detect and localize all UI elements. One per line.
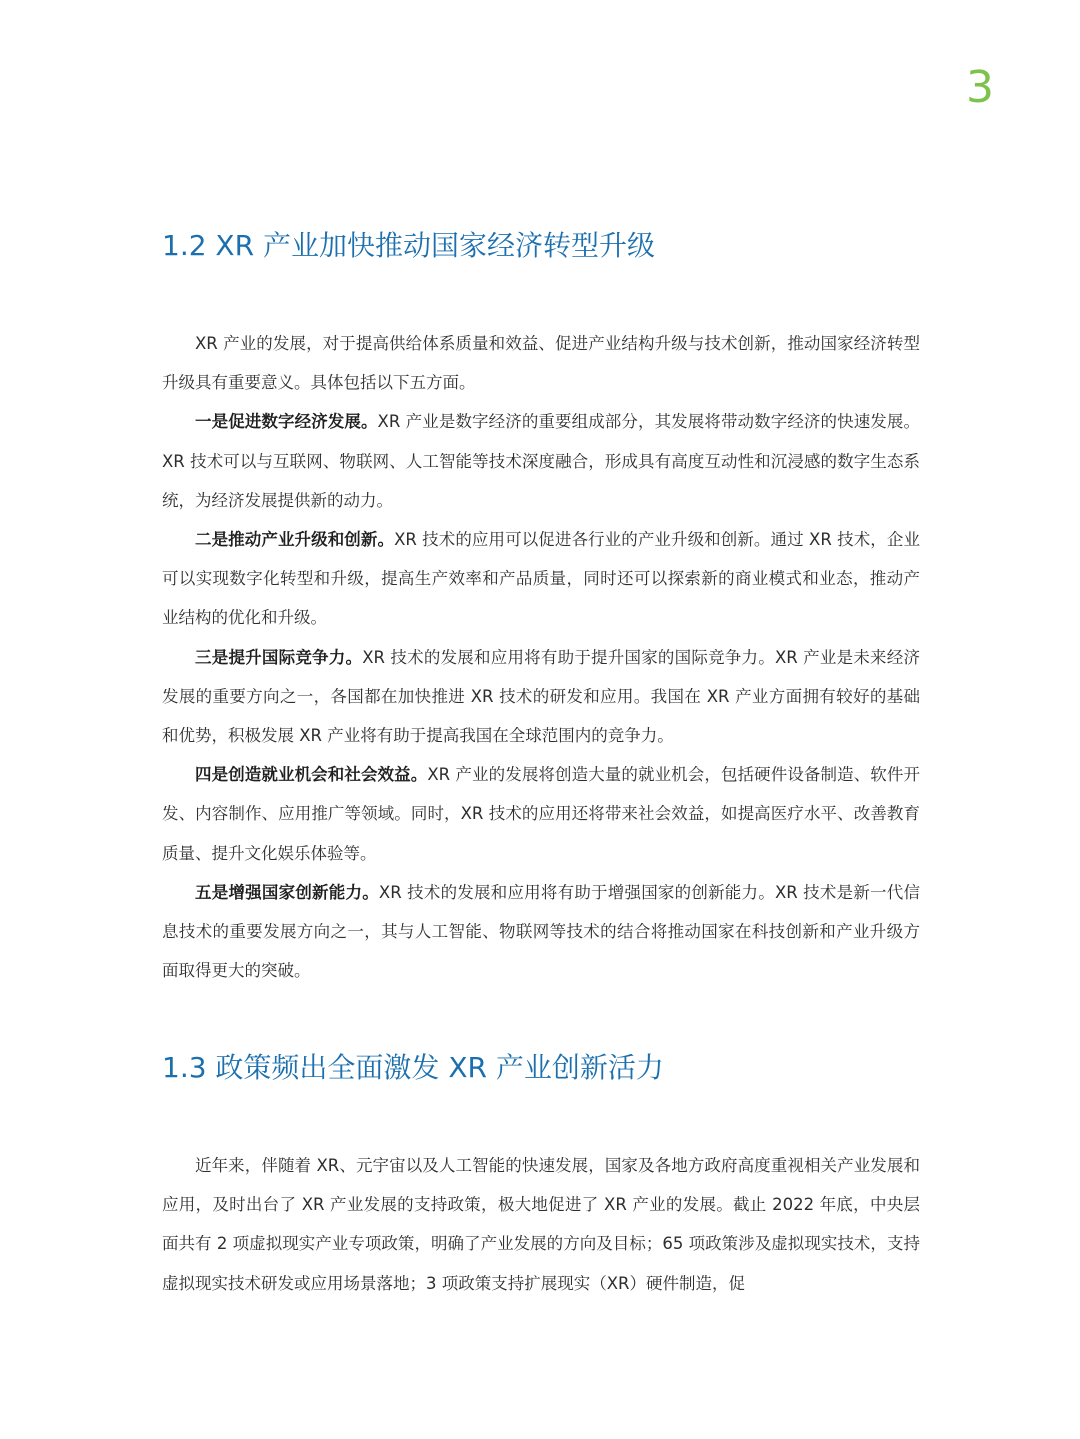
- point-paragraph-4: [162, 755, 920, 873]
- point-lead: 二是推动产业升级和创新。: [195, 530, 395, 550]
- section-1-2-body: [162, 324, 920, 990]
- section-1-3-body: [162, 1146, 920, 1303]
- point-lead: 三是提升国际竞争力。: [195, 647, 363, 667]
- intro-paragraph: XR 产业的发展，对于提高供给体系质量和效益、促进产业结构升级与技术创新，推动国家经济转型升级具有重要意义。具体包括以下五方面。: [162, 334, 920, 393]
- policy-paragraph: 近年来，伴随着 XR、元宇宙以及人工智能的快速发展，国家及各地方政府高度重视相关产业发展和应用，及时出台了 XR 产业发展的支持政策，极大地促进了 XR 产业的发展。截止 2022 年底，中央层面共有 2 项虚拟现实产业专项政策，明确了产业发展的方向及目标；65 项政策涉及虚拟现实技术，支持虚拟现实技术研发或应用场景落地；3 项政策支持扩展现实（XR）硬件制造，促: [162, 1156, 920, 1293]
- section-heading-1-3: 1.3 政策频出全面激发 XR 产业创新活力: [162, 1051, 664, 1084]
- point-lead: 一是促进数字经济发展。: [195, 412, 378, 432]
- point-paragraph-3: [162, 638, 920, 756]
- point-text: XR 产业是数字经济的重要组成部分，其发展将带动数字经济的快速发展。XR 技术可以与互联网、物联网、人工智能等技术深度融合，形成具有高度互动性和沉浸感的数字生态系统，为经济发展提供新的动力。: [162, 412, 921, 510]
- point-text: XR 技术的应用可以促进各行业的产业升级和创新。通过 XR 技术，企业可以实现数字化转型和升级，提高生产效率和产品质量，同时还可以探索新的商业模式和业态，推动产业结构的优化和升级。: [162, 530, 920, 628]
- point-paragraph-2: [162, 520, 920, 638]
- point-lead: 五是增强国家创新能力。: [195, 882, 379, 902]
- point-text: XR 产业的发展将创造大量的就业机会，包括硬件设备制造、软件开发、内容制作、应用推广等领域。同时，XR 技术的应用还将带来社会效益，如提高医疗水平、改善教育质量、提升文化娱乐体验等。: [162, 765, 920, 863]
- point-text: XR 技术的发展和应用将有助于提升国家的国际竞争力。XR 产业是未来经济发展的重要方向之一，各国都在加快推进 XR 技术的研发和应用。我国在 XR 产业方面拥有较好的基础和优势，积极发展 XR 产业将有助于提高我国在全球范围内的竞争力。: [162, 647, 921, 746]
- point-paragraph-5: [162, 873, 920, 991]
- point-paragraph-1: [162, 402, 920, 520]
- page-number: 3: [966, 62, 994, 113]
- section-heading-1-2: 1.2 XR 产业加快推动国家经济转型升级: [162, 229, 655, 262]
- point-text: XR 技术的发展和应用将有助于增强国家的创新能力。XR 技术是新一代信息技术的重要发展方向之一，其与人工智能、物联网等技术的结合将推动国家在科技创新和产业升级方面取得更大的突破。: [162, 882, 920, 981]
- point-lead: 四是创造就业机会和社会效益。: [195, 765, 428, 785]
